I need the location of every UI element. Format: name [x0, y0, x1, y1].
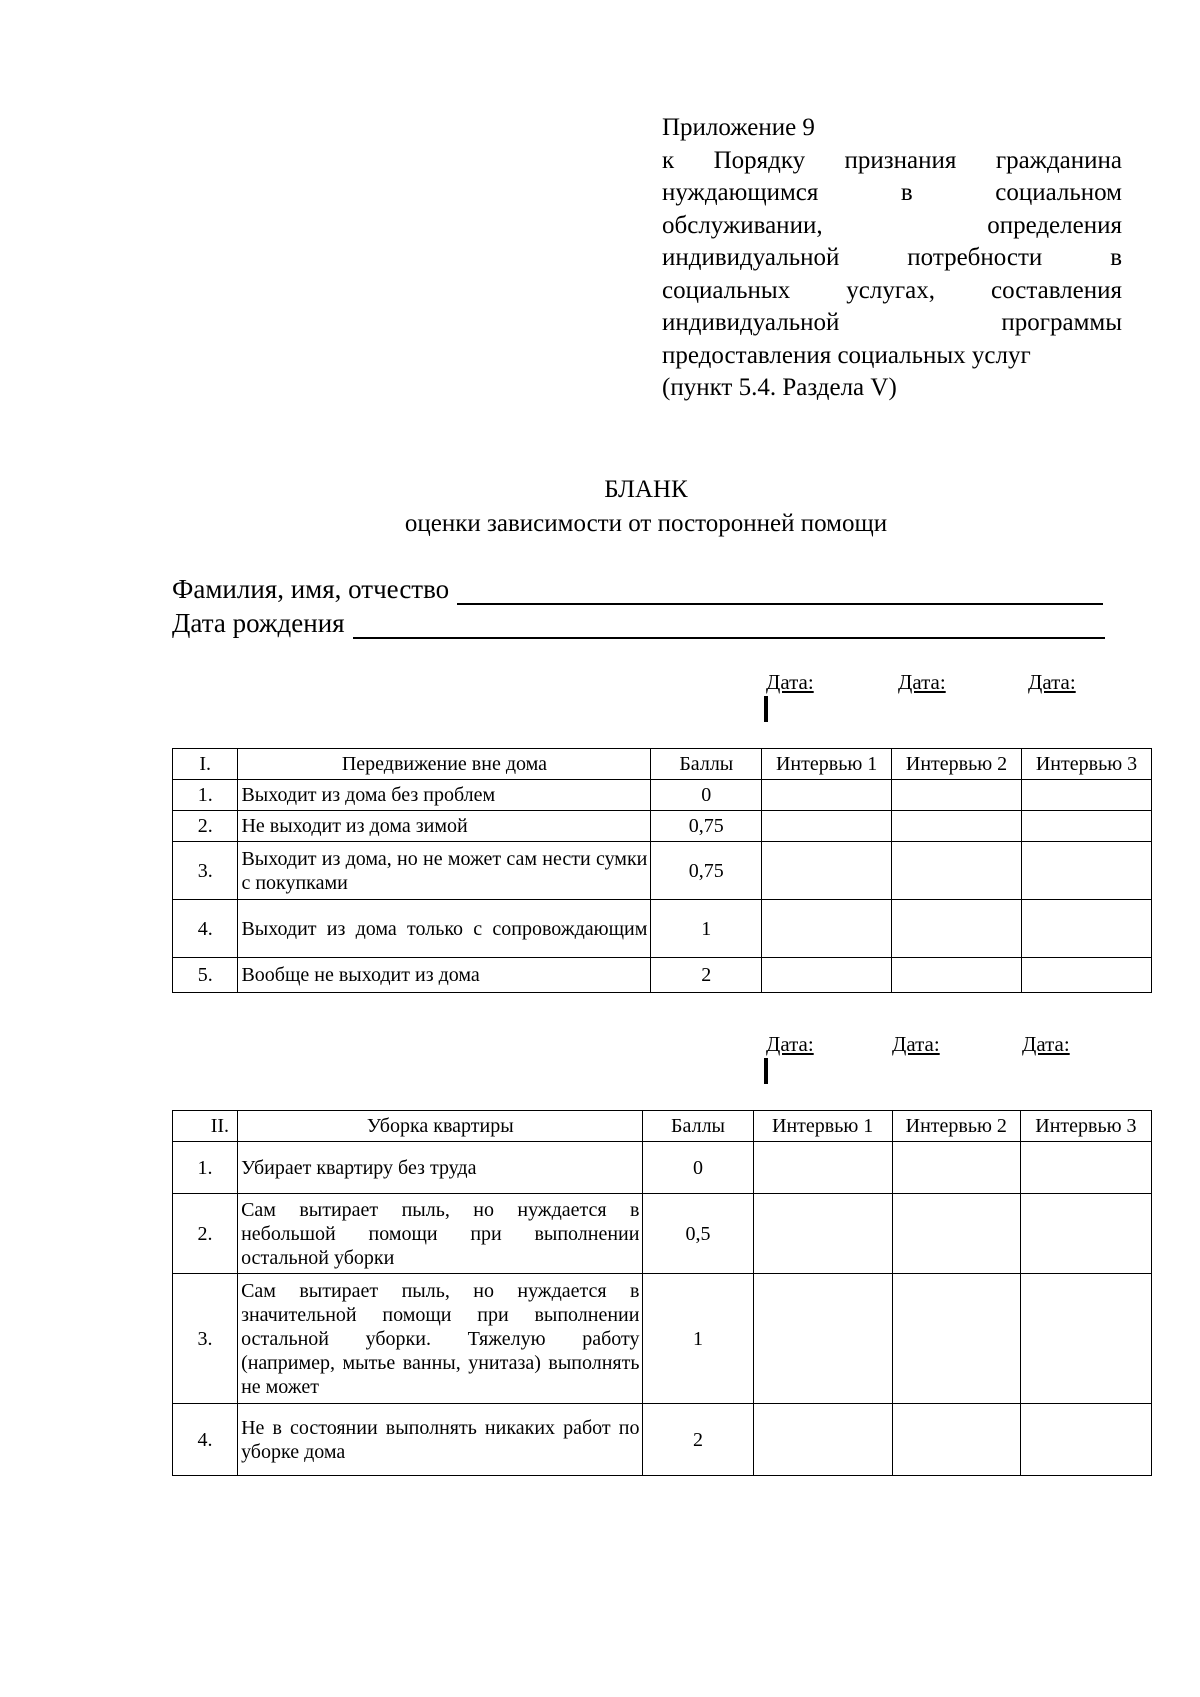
- section-title: Передвижение вне дома: [238, 749, 651, 780]
- row-description: Вообще не выходит из дома: [238, 958, 651, 993]
- birth-date-label: Дата рождения: [172, 608, 345, 638]
- appendix-line: индивидуальной программы: [662, 309, 1122, 336]
- interview-2-cell[interactable]: [892, 1194, 1020, 1274]
- date-label: Дата:: [766, 1032, 814, 1056]
- row-number: 2.: [173, 811, 238, 842]
- appendix-line: (пункт 5.4. Раздела V): [662, 374, 897, 401]
- form-subtitle: оценки зависимости от посторонней помощи: [404, 510, 888, 537]
- score-header: Баллы: [651, 749, 762, 780]
- interview-3-cell[interactable]: [1020, 1404, 1151, 1476]
- interview-3-header: Интервью 3: [1022, 749, 1152, 780]
- date-cell[interactable]: [767, 697, 768, 722]
- date-cells: [764, 1058, 768, 1084]
- interview-3-cell[interactable]: [1020, 1274, 1151, 1404]
- date-label: Дата:: [898, 670, 946, 694]
- interview-2-cell[interactable]: [892, 1404, 1020, 1476]
- interview-1-cell[interactable]: [753, 1142, 892, 1194]
- row-number: 1.: [173, 1142, 238, 1194]
- interview-3-cell[interactable]: [1022, 958, 1152, 993]
- appendix-line: индивидуальной потребности в: [662, 244, 1122, 271]
- row-description: Выходит из дома без проблем: [238, 780, 651, 811]
- birth-date-field: [172, 607, 1105, 639]
- interview-2-header: Интервью 2: [892, 749, 1022, 780]
- interview-1-cell[interactable]: [762, 958, 892, 993]
- date-label: Дата:: [892, 1032, 940, 1056]
- row-description: Не выходит из дома зимой: [238, 811, 651, 842]
- interview-1-header: Интервью 1: [762, 749, 892, 780]
- interview-1-cell[interactable]: [753, 1274, 892, 1404]
- fio-field: [172, 573, 1103, 605]
- appendix-line: обслуживании, определения: [662, 211, 1122, 239]
- interview-3-cell[interactable]: [1022, 780, 1152, 811]
- interview-1-cell[interactable]: [753, 1194, 892, 1274]
- date-label: Дата:: [1022, 1032, 1070, 1056]
- interview-1-cell[interactable]: [762, 780, 892, 811]
- row-score: 2: [643, 1404, 753, 1476]
- appendix-line: социальных услугах, составления: [662, 276, 1122, 304]
- row-description: Выходит из дома, но не может сам нести сумки с покупками: [238, 842, 651, 900]
- appendix-note: [662, 112, 1122, 405]
- score-header: Баллы: [643, 1111, 753, 1142]
- interview-2-cell[interactable]: [892, 842, 1022, 900]
- interview-2-cell[interactable]: [892, 958, 1022, 993]
- row-number: 5.: [173, 958, 238, 993]
- fio-label: Фамилия, имя, отчество: [172, 574, 450, 604]
- row-number: 4.: [173, 1404, 238, 1476]
- row-number: 4.: [173, 900, 238, 958]
- appendix-line: предоставления социальных услуг: [662, 341, 1031, 369]
- row-description: Сам вытирает пыль, но нуждается в значительной помощи при выполнении остальной уборки. Тяжелую работу (например, мытье ванны, унитаза) выполнять не может: [238, 1274, 643, 1404]
- row-number: 3.: [173, 1274, 238, 1404]
- interview-3-header: Интервью 3: [1020, 1111, 1151, 1142]
- interview-2-cell[interactable]: [892, 811, 1022, 842]
- row-score: 0: [651, 780, 762, 811]
- interview-1-cell[interactable]: [762, 900, 892, 958]
- section-number: II.: [173, 1111, 238, 1142]
- table-row: [173, 1274, 1152, 1404]
- interview-2-cell[interactable]: [892, 1274, 1020, 1404]
- table-row: [173, 900, 1152, 958]
- section-number: I.: [173, 749, 238, 780]
- row-score: 2: [651, 958, 762, 993]
- row-description: Не в состоянии выполнять никаких работ по уборке дома: [238, 1404, 643, 1476]
- row-score: 0,5: [643, 1194, 753, 1274]
- table-row: [173, 958, 1152, 993]
- row-score: 0: [643, 1142, 753, 1194]
- date-label: Дата:: [766, 670, 814, 694]
- table-row: [173, 1142, 1152, 1194]
- table-row: [173, 842, 1152, 900]
- table-row: [173, 811, 1152, 842]
- interview-3-cell[interactable]: [1020, 1194, 1151, 1274]
- interview-1-cell[interactable]: [762, 842, 892, 900]
- table-header-row: [173, 1111, 1152, 1142]
- table-row: [173, 1404, 1152, 1476]
- appendix-line: к Порядку признания гражданина: [662, 146, 1122, 174]
- row-number: 3.: [173, 842, 238, 900]
- table-cleaning: [172, 1110, 1152, 1476]
- interview-2-cell[interactable]: [892, 900, 1022, 958]
- row-number: 2.: [173, 1194, 238, 1274]
- form-title: БЛАНК: [604, 476, 688, 503]
- row-score: 0,75: [651, 811, 762, 842]
- fio-input-line[interactable]: [457, 577, 1103, 605]
- interview-3-cell[interactable]: [1022, 842, 1152, 900]
- interview-1-cell[interactable]: [753, 1404, 892, 1476]
- row-score: 0,75: [651, 842, 762, 900]
- date-cells: [764, 696, 768, 722]
- interview-1-cell[interactable]: [762, 811, 892, 842]
- interview-3-cell[interactable]: [1022, 900, 1152, 958]
- table-mobility: [172, 748, 1152, 993]
- table-row: [173, 780, 1152, 811]
- row-number: 1.: [173, 780, 238, 811]
- table-row: [173, 1194, 1152, 1274]
- interview-2-header: Интервью 2: [892, 1111, 1020, 1142]
- section-title: Уборка квартиры: [238, 1111, 643, 1142]
- interview-2-cell[interactable]: [892, 780, 1022, 811]
- interview-1-header: Интервью 1: [753, 1111, 892, 1142]
- row-description: Убирает квартиру без труда: [238, 1142, 643, 1194]
- date-cell[interactable]: [767, 1059, 768, 1084]
- row-score: 1: [643, 1274, 753, 1404]
- date-label: Дата:: [1028, 670, 1076, 694]
- row-description: Сам вытирает пыль, но нуждается в небольшой помощи при выполнении остальной уборки: [238, 1194, 643, 1274]
- interview-2-cell[interactable]: [892, 1142, 1020, 1194]
- row-score: 1: [651, 900, 762, 958]
- birth-date-input-line[interactable]: [353, 611, 1105, 639]
- table-header-row: [173, 749, 1152, 780]
- appendix-line: Приложение 9: [662, 114, 815, 141]
- row-description: Выходит из дома только с сопровождающим: [238, 900, 651, 958]
- appendix-line: нуждающимся в социальном: [662, 179, 1122, 206]
- interview-3-cell[interactable]: [1020, 1142, 1151, 1194]
- interview-3-cell[interactable]: [1022, 811, 1152, 842]
